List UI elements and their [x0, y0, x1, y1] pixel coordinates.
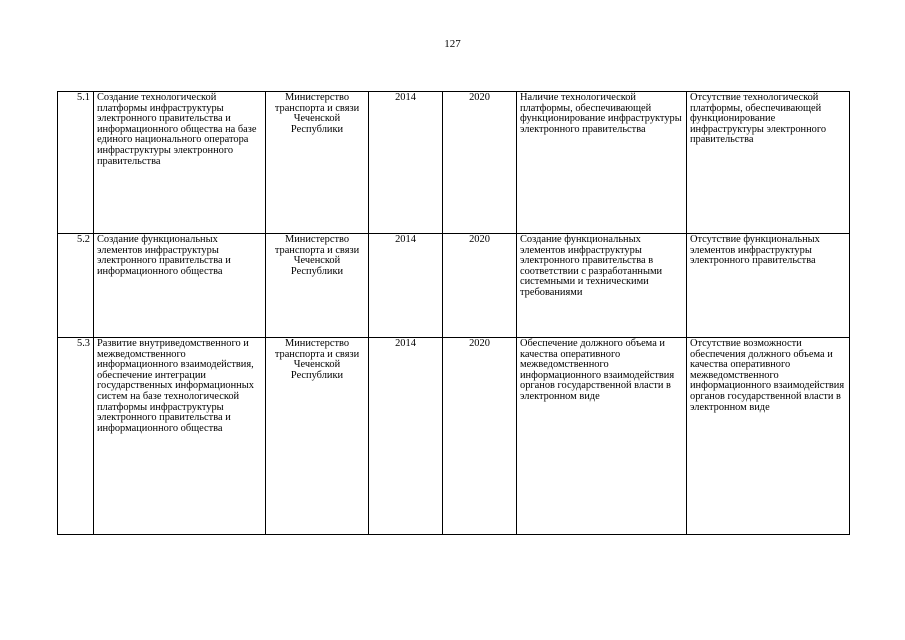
start-year-cell: 2014 — [369, 338, 443, 535]
expected-result-cell: Создание функциональных элементов инфраструктуры электронного правительства в соответствии с разработанными системными и техническими требованиями — [517, 234, 687, 338]
page-number: 127 — [444, 38, 461, 50]
consequences-cell: Отсутствие технологической платформы, обеспечивающей функционирование инфраструктуры электронного правительства — [687, 92, 850, 234]
expected-result-cell: Наличие технологической платформы, обеспечивающей функционирование инфраструктуры электронного правительства — [517, 92, 687, 234]
executor-cell: Министерство транспорта и связи Чеченской Республики — [266, 92, 369, 234]
table-row — [58, 338, 850, 535]
program-measures-table — [57, 91, 850, 535]
measure-cell: Создание технологической платформы инфраструктуры электронного правительства и информационного общества на базе единого национального оператора инфраструктуры электронного правительства — [94, 92, 266, 234]
expected-result-cell: Обеспечение должного объема и качества оперативного межведомственного информационного взаимодействия органов государственной власти в электронном виде — [517, 338, 687, 535]
consequences-cell: Отсутствие возможности обеспечения должного объема и качества оперативного межведомственного информационного взаимодействия органов государственной власти в электронном виде — [687, 338, 850, 535]
end-year-cell: 2020 — [443, 234, 517, 338]
row-number: 5.3 — [58, 338, 94, 535]
start-year-cell: 2014 — [369, 234, 443, 338]
row-number: 5.2 — [58, 234, 94, 338]
measure-cell: Развитие внутриведомственного и межведомственного информационного взаимодействия, обеспечение интеграции государственных информационных систем на базе технологической платформы инфраструктуры электронного правительства и информационного общества — [94, 338, 266, 535]
table-row — [58, 92, 850, 234]
table-row — [58, 234, 850, 338]
measure-cell: Создание функциональных элементов инфраструктуры электронного правительства и информационного общества — [94, 234, 266, 338]
row-number: 5.1 — [58, 92, 94, 234]
consequences-cell: Отсутствие функциональных элементов инфраструктуры электронного правительства — [687, 234, 850, 338]
end-year-cell: 2020 — [443, 338, 517, 535]
end-year-cell: 2020 — [443, 92, 517, 234]
executor-cell: Министерство транспорта и связи Чеченской Республики — [266, 338, 369, 535]
executor-cell: Министерство транспорта и связи Чеченской Республики — [266, 234, 369, 338]
start-year-cell: 2014 — [369, 92, 443, 234]
